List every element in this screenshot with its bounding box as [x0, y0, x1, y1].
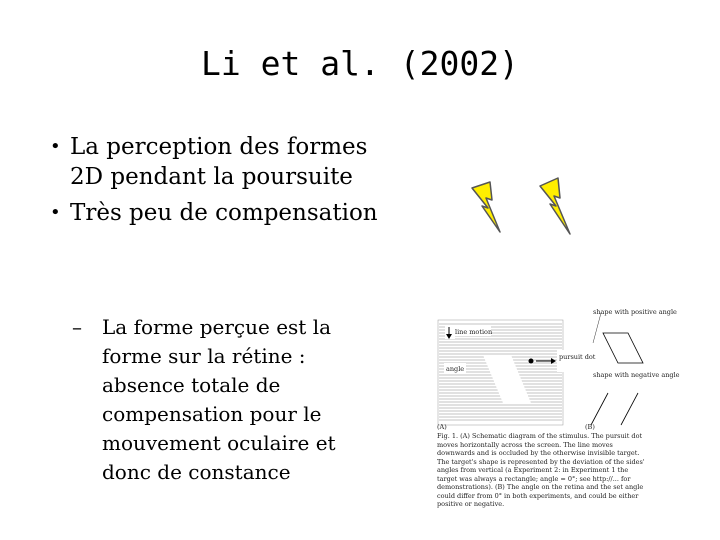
- angle-label: angle: [446, 365, 465, 373]
- bullet-text: Très peu de compensation: [70, 200, 378, 226]
- panel-b-label: (B): [585, 423, 595, 431]
- bullet-item: [48, 198, 378, 228]
- pursuit-dot-label: pursuit dot: [559, 353, 596, 361]
- figure-caption: Fig. 1. (A) Schematic diagram of the stimulus. The pursuit dot moves horizontally across the screen. The line moves downwards and is occluded by the otherwise invisible target. The target's shape is represented by the deviation of the sides' angles from vertical (a Experiment 2: in Experiment 1 the target was always a rectangle; angle = 0°; see http://... for demonstrations). (B) The angle on the retina and the set angle could differ from 0° in both experiments, and could be either positive or negative.: [437, 432, 645, 508]
- lightning-bolt-icon: [540, 178, 570, 234]
- bullet-list: [48, 132, 378, 234]
- bullet-marker: •: [50, 202, 61, 223]
- lightning-bolts: [462, 170, 612, 250]
- positive-shape-label: shape with positive angle: [593, 308, 677, 316]
- bullet-item: [48, 132, 378, 192]
- sub-bullet-marker: –: [72, 315, 82, 339]
- stimulus-diagram-b: [585, 308, 680, 431]
- sub-bullet-text: La forme perçue est la forme sur la rétine : absence totale de compensation pour le mouvement oculaire et donc de constance: [102, 315, 336, 484]
- stimulus-diagram-a: [437, 320, 596, 431]
- bullet-text: La perception des formes 2D pendant la poursuite: [70, 134, 368, 190]
- bullet-marker: •: [50, 136, 61, 157]
- slide-title: Li et al. (2002): [201, 44, 519, 83]
- sub-bullet-item: [72, 313, 372, 487]
- panel-a-label: (A): [437, 423, 447, 431]
- line-motion-label: line motion: [455, 328, 493, 336]
- lightning-bolt-icon: [472, 182, 500, 232]
- negative-shape-label: shape with negative angle: [593, 371, 680, 379]
- sub-bullet-list: [72, 313, 372, 487]
